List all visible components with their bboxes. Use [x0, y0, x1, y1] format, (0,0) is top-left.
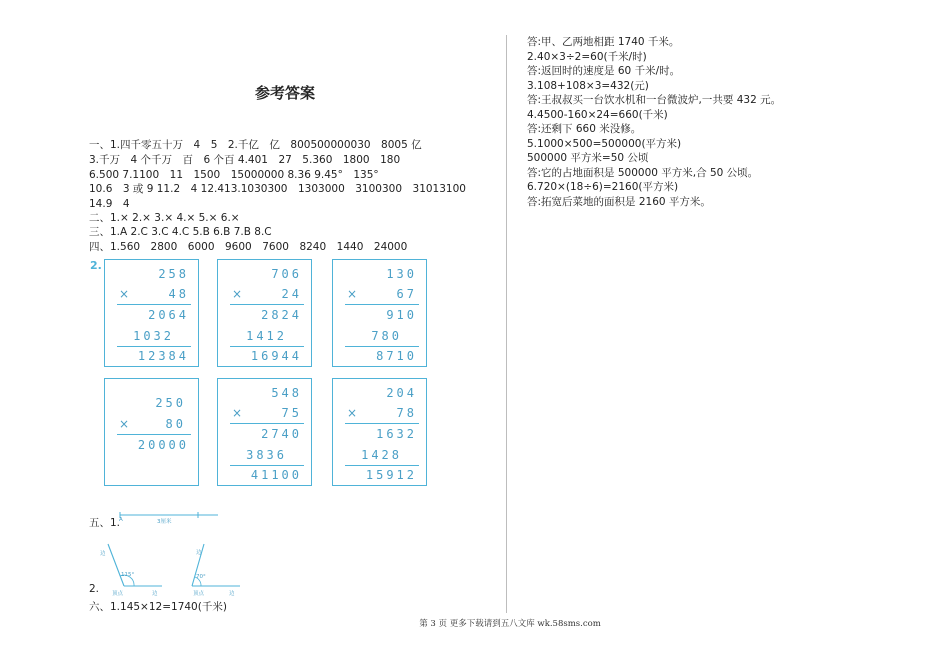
- angle-left-base-label: 边: [152, 591, 158, 597]
- answer-line-4: 10.6 3 或 9 11.2 4 12.413.1030300 1303000 3100300 31013100: [89, 183, 466, 195]
- calc-rule: [230, 465, 304, 466]
- calc-multiplier: 48: [168, 287, 189, 301]
- right-line-11: 6.720×(18÷6)=2160(平方米): [527, 181, 679, 193]
- section5-2-label: 2.: [89, 583, 100, 595]
- right-line-6: 4.4500-160×24=660(千米): [527, 109, 668, 121]
- answer-line-1: 一、1.四千零五十万 4 5 2.千亿 亿 800500000030 8005 亿: [89, 139, 422, 151]
- answer-line-3: 6.500 7.1100 11 1500 15000000 8.36 9.45° 135°: [89, 169, 379, 181]
- right-line-1: 答:甲、乙两地相距 1740 千米。: [527, 36, 680, 48]
- calc-rule: [230, 423, 304, 424]
- calc-multiplicand: 706: [271, 267, 302, 281]
- calc-multiplier: 78: [396, 406, 417, 420]
- column-divider: [506, 35, 507, 613]
- calc-partial-1: 1632: [376, 427, 417, 441]
- calc-rule: [345, 423, 419, 424]
- angle-left-vertex-label: 顶点: [112, 591, 124, 597]
- calc-partial-2: 1412: [246, 329, 287, 343]
- calc-partial-1: 2740: [261, 427, 302, 441]
- calc-rule: [117, 304, 191, 305]
- calc-multiplier: 75: [281, 406, 302, 420]
- multiply-sign: ×: [232, 406, 243, 420]
- answer-line-2: 3.千万 4 个千万 百 6 个百 4.401 27 5.360 1800 180: [89, 154, 401, 166]
- calc-partial-2: 3836: [246, 448, 287, 462]
- right-line-12: 答:拓宽后菜地的面积是 2160 平方米。: [527, 196, 711, 208]
- calc-multiplicand: 130: [386, 267, 417, 281]
- calc-rule: [345, 465, 419, 466]
- multiply-sign: ×: [119, 417, 130, 431]
- calc-box-3: [332, 259, 427, 367]
- angle-right-value: 70°: [196, 574, 206, 580]
- angle-figures: [92, 540, 242, 596]
- calc-multiplicand: 258: [158, 267, 189, 281]
- calc-box-4: [104, 378, 199, 486]
- calc-partial-2: 1428: [361, 448, 402, 462]
- right-line-3: 答:返回时的速度是 60 千米/时。: [527, 65, 681, 77]
- calc-multiplier: 24: [281, 287, 302, 301]
- right-line-8: 5.1000×500=500000(平方米): [527, 138, 682, 150]
- angle-right-base-label: 边: [229, 591, 235, 597]
- calc-result: 8710: [376, 349, 417, 363]
- calc-result: 41100: [250, 468, 302, 482]
- ruler-length-label: 3厘米: [157, 519, 172, 525]
- calc-rule: [230, 346, 304, 347]
- calc-multiplier: 80: [165, 417, 186, 431]
- right-line-5: 答:王叔叔买一台饮水机和一台微波炉,一共要 432 元。: [527, 94, 782, 106]
- calc-partial-1: 2064: [148, 308, 189, 322]
- calc-box-6: [332, 378, 427, 486]
- angle-left-value: 115°: [121, 572, 135, 578]
- calc-result: 12384: [137, 349, 189, 363]
- calc-partial-2: 780: [371, 329, 402, 343]
- calc-partial-2: 1032: [133, 329, 174, 343]
- angle-right-vertex-label: 顶点: [193, 591, 205, 597]
- calc-multiplicand: 250: [155, 396, 186, 410]
- page-footer: 第 3 页 更多下载请到五八文库 wk.58sms.com: [419, 619, 601, 629]
- calc-result: 15912: [365, 468, 417, 482]
- answer-line-5: 14.9 4: [89, 198, 130, 210]
- right-line-4: 3.108+108×3=432(元): [527, 80, 649, 92]
- right-line-10: 答:它的占地面积是 500000 平方米,合 50 公顷。: [527, 167, 759, 179]
- calc-multiplier: 67: [396, 287, 417, 301]
- calc-result: 20000: [137, 438, 189, 452]
- multiply-sign: ×: [347, 406, 358, 420]
- multiply-sign: ×: [347, 287, 358, 301]
- calc-result: 16944: [250, 349, 302, 363]
- calc-rule: [117, 434, 191, 435]
- answer-line-6: 二、1.× 2.× 3.× 4.× 5.× 6.×: [89, 212, 240, 224]
- angle-right-ray-label: 边: [196, 550, 202, 556]
- angle-left-ray-label: 边: [100, 551, 106, 557]
- calc-rule: [230, 304, 304, 305]
- right-line-2: 2.40×3÷2=60(千米/时): [527, 51, 647, 63]
- answer-line-8: 四、1.560 2800 6000 9600 7600 8240 1440 24000: [89, 241, 408, 253]
- section5-1-label: 五、1.: [89, 517, 121, 529]
- angle-left-ray: [108, 544, 124, 586]
- calc-box-2: [217, 259, 312, 367]
- calc-partial-1: 2824: [261, 308, 302, 322]
- section6-1-line: 六、1.145×12=1740(千米): [89, 601, 227, 613]
- page-title: 参考答案: [254, 84, 315, 102]
- right-line-9: 500000 平方米=50 公顷: [527, 152, 649, 164]
- calc-rule: [345, 346, 419, 347]
- calc-multiplicand: 548: [271, 386, 302, 400]
- calc-multiplicand: 204: [386, 386, 417, 400]
- multiply-sign: ×: [119, 287, 130, 301]
- right-line-7: 答:还剩下 660 米没修。: [527, 123, 642, 135]
- calc-box-1: [104, 259, 199, 367]
- calc-rule: [117, 346, 191, 347]
- multiply-sign: ×: [232, 287, 243, 301]
- answer-line-7: 三、1.A 2.C 3.C 4.C 5.B 6.B 7.B 8.C: [89, 226, 272, 238]
- calc-partial-1: 910: [386, 308, 417, 322]
- calc-rule: [345, 304, 419, 305]
- ruler-start-label: A: [119, 517, 123, 523]
- section4-2-label: 2.: [90, 259, 102, 272]
- calc-box-5: [217, 378, 312, 486]
